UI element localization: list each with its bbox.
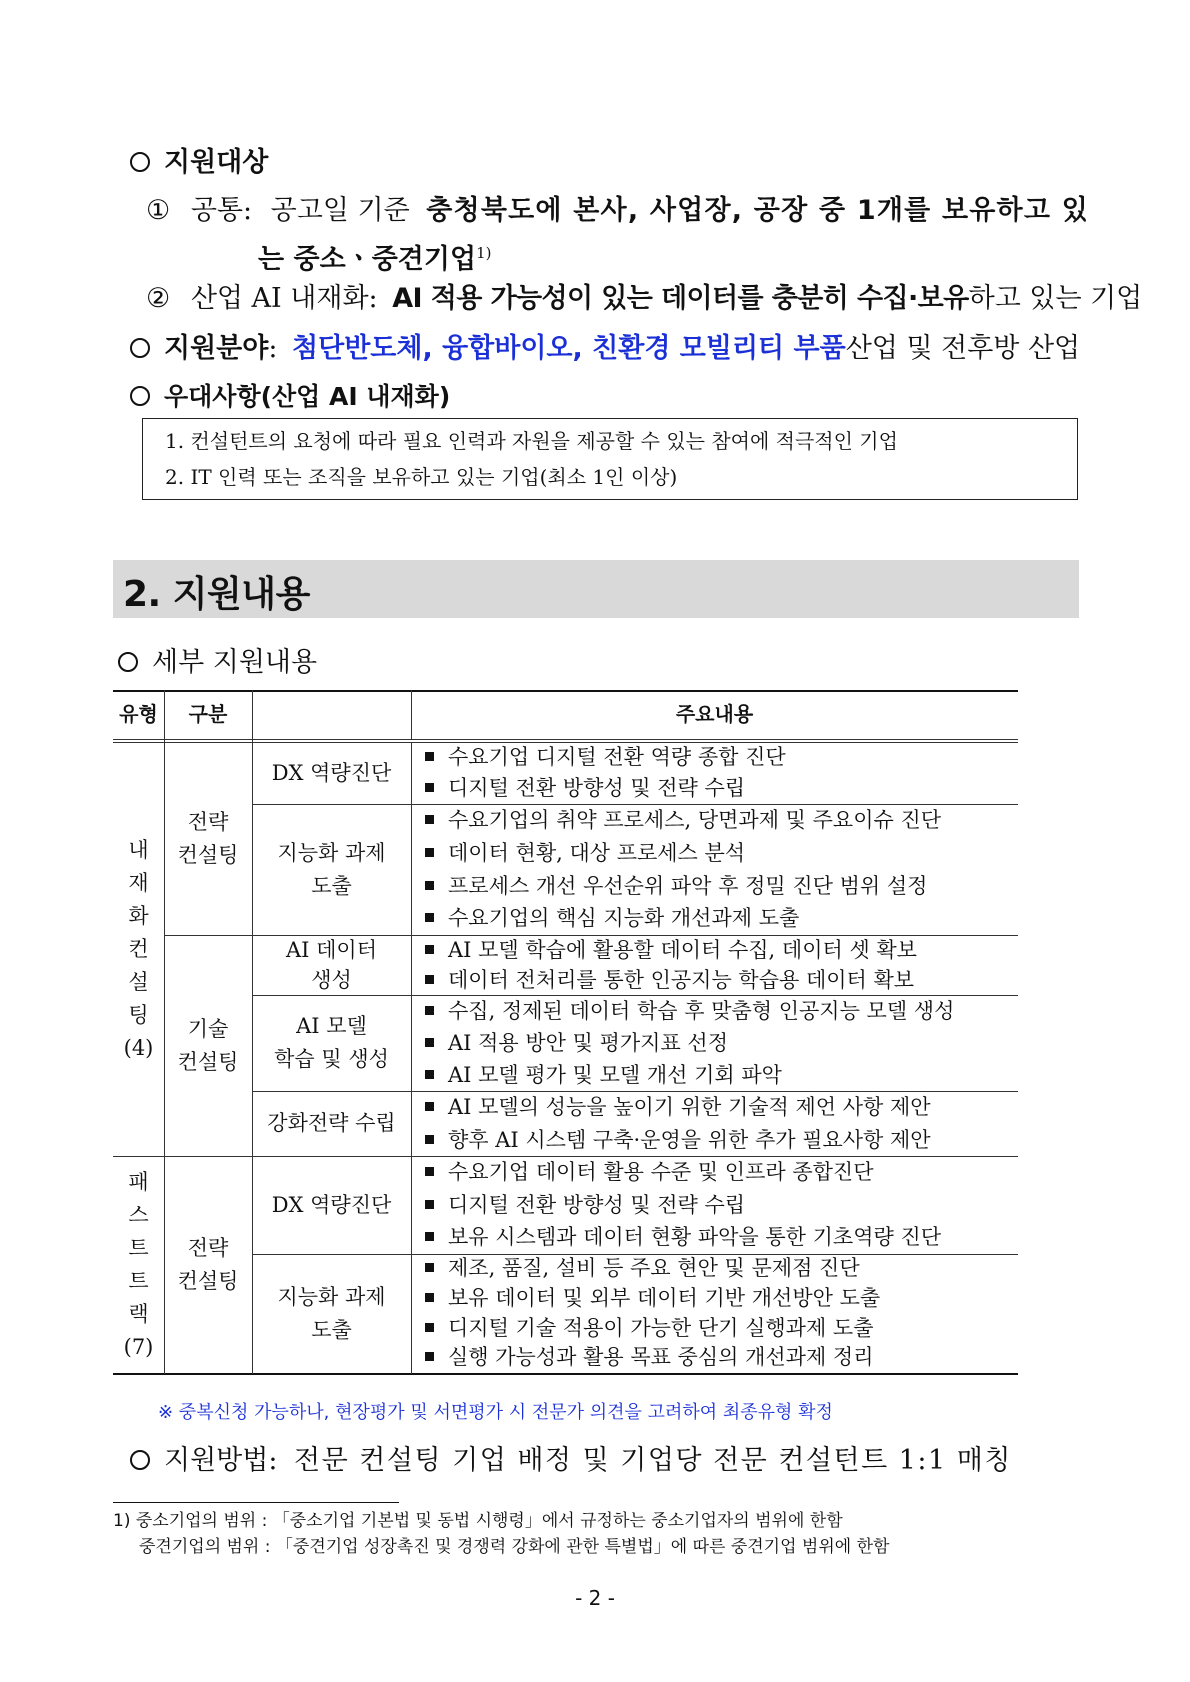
content-item: 디지털 전환 방향성 및 전략 수립 bbox=[415, 1189, 941, 1222]
category-strategy: 전략 컨설팅 bbox=[177, 1235, 239, 1293]
content-list bbox=[415, 1254, 880, 1373]
content-item: 디지털 전환 방향성 및 전략 수립 bbox=[415, 773, 786, 804]
content-item: AI 모델의 성능을 높이기 위한 기술적 제언 사항 제안 bbox=[415, 1091, 931, 1124]
support-content-table bbox=[113, 690, 1018, 1374]
preference-item: 2. IT 인력 또는 조직을 보유하고 있는 기업(최소 1인 이상) bbox=[165, 465, 678, 489]
preference-heading: 우대사항(산업 AI 내재화) bbox=[130, 380, 450, 414]
content-item: 향후 AI 시스템 구축·운영을 위한 추가 필요사항 제안 bbox=[415, 1124, 931, 1157]
header-category: 구분 bbox=[188, 702, 228, 726]
target-item-common-cont: 는 중소ㆍ중견기업$^{1)}$ bbox=[258, 244, 492, 275]
support-field: 지원분야: 첨단반도체, 융합바이오, 친환경 모빌리티 부품산업 및 전후방 산업 bbox=[130, 332, 1080, 366]
content-item: 보유 데이터 및 외부 데이터 기반 개선방안 도출 bbox=[415, 1284, 880, 1314]
content-item: 데이터 전처리를 통한 인공지능 학습용 데이터 확보 bbox=[415, 965, 917, 995]
category-tech: 기술 컨설팅 bbox=[177, 1016, 239, 1074]
circle-bullet-icon bbox=[130, 152, 150, 172]
content-item: 실행 가능성과 활용 목표 중심의 개선과제 정리 bbox=[415, 1343, 880, 1373]
sub-dx-diagnosis: DX 역량진단 bbox=[271, 760, 392, 785]
content-item: 수요기업의 취약 프로세스, 당면과제 및 주요이슈 진단 bbox=[415, 804, 941, 837]
target-heading: 지원대상 bbox=[130, 146, 268, 180]
detail-heading: 세부 지원내용 bbox=[118, 646, 317, 680]
type-fasttrack: 패 스 트 트 랙 (7) bbox=[123, 1169, 154, 1359]
content-item: 수요기업 데이터 활용 수준 및 인프라 종합진단 bbox=[415, 1156, 941, 1189]
content-list bbox=[415, 1156, 941, 1254]
content-list bbox=[415, 804, 941, 935]
circle-bullet-icon bbox=[130, 1450, 150, 1470]
type-internalization: 내 재 화 컨 설 팅 (4) bbox=[123, 837, 154, 1060]
sub-strategy: 강화전략 수립 bbox=[267, 1111, 396, 1135]
content-item: AI 모델 평가 및 모델 개선 기회 파악 bbox=[415, 1059, 954, 1091]
sub-dx-diagnosis: DX 역량진단 bbox=[271, 1192, 392, 1217]
section-bar bbox=[113, 560, 1079, 618]
content-list bbox=[415, 935, 917, 995]
duplicate-note: ※ 중복신청 가능하나, 현장평가 및 서면평가 시 전문가 의견을 고려하여 최종유형 확정 bbox=[158, 1402, 833, 1423]
content-item: AI 모델 학습에 활용할 데이터 수집, 데이터 셋 확보 bbox=[415, 935, 917, 965]
sub-ai-model: AI 모델 학습 및 생성 bbox=[274, 1014, 389, 1071]
section-title: 2. 지원내용 bbox=[123, 574, 310, 615]
content-item: 수집, 정제된 데이터 학습 후 맞춤형 인공지능 모델 생성 bbox=[415, 995, 954, 1027]
sub-task-derivation: 지능화 과제 도출 bbox=[277, 840, 386, 898]
circle-bullet-icon bbox=[118, 652, 138, 672]
footnote: 1) 중소기업의 범위 : 「중소기업 기본법 및 동법 시행령」에서 규정하는 중소기업자의 범위에 한함 중견기업의 범위 : 「중견기업 성장촉진 및 경쟁력 강화에 관한 특별법」에 따른 중견기업 범위에 한함 bbox=[113, 1511, 890, 1557]
circle-bullet-icon bbox=[130, 338, 150, 358]
page-number: - 2 - bbox=[575, 1586, 615, 1610]
header-content: 주요내용 bbox=[675, 702, 754, 726]
content-list bbox=[415, 995, 954, 1091]
content-item: 디지털 기술 적용이 가능한 단기 실행과제 도출 bbox=[415, 1314, 880, 1344]
circle-bullet-icon bbox=[130, 386, 150, 406]
content-item: 수요기업 디지털 전환 역량 종합 진단 bbox=[415, 742, 786, 773]
preference-box bbox=[142, 418, 1078, 500]
content-item: 제조, 품질, 설비 등 주요 현안 및 문제점 진단 bbox=[415, 1254, 880, 1284]
content-item: 프로세스 개선 우선순위 파악 후 정밀 진단 범위 설정 bbox=[415, 870, 941, 903]
target-item-common: ① 공통: 공고일 기준 충청북도에 본사, 사업장, 공장 중 1개를 보유하고 있 bbox=[146, 195, 1090, 226]
footnote-divider bbox=[113, 1502, 399, 1503]
category-strategy: 전략 컨설팅 bbox=[177, 809, 239, 867]
footnote-ref: 1) bbox=[476, 244, 492, 262]
support-method: 지원방법: 전문 컨설팅 기업 배정 및 기업당 전문 컨설턴트 1:1 매칭 bbox=[130, 1444, 1012, 1478]
content-item: 수요기업의 핵심 지능화 개선과제 도출 bbox=[415, 902, 941, 935]
sub-ai-data: AI 데이터 생성 bbox=[286, 938, 377, 992]
target-item-ai: ② 산업 AI 내재화: AI 적용 가능성이 있는 데이터를 충분히 수집·보유하고 있는 기업 bbox=[146, 283, 1143, 314]
content-list bbox=[415, 742, 786, 804]
header-type: 유형 bbox=[119, 702, 158, 726]
content-item: 데이터 현황, 대상 프로세스 분석 bbox=[415, 837, 941, 870]
content-item: 보유 시스템과 데이터 현황 파악을 통한 기초역량 진단 bbox=[415, 1221, 941, 1254]
sub-task-derivation: 지능화 과제 도출 bbox=[277, 1284, 386, 1342]
content-item: AI 적용 방안 및 평가지표 선정 bbox=[415, 1027, 954, 1059]
preference-item: 1. 컨설턴트의 요청에 따라 필요 인력과 자원을 제공할 수 있는 참여에 적극적인 기업 bbox=[165, 429, 898, 453]
content-list bbox=[415, 1091, 931, 1156]
